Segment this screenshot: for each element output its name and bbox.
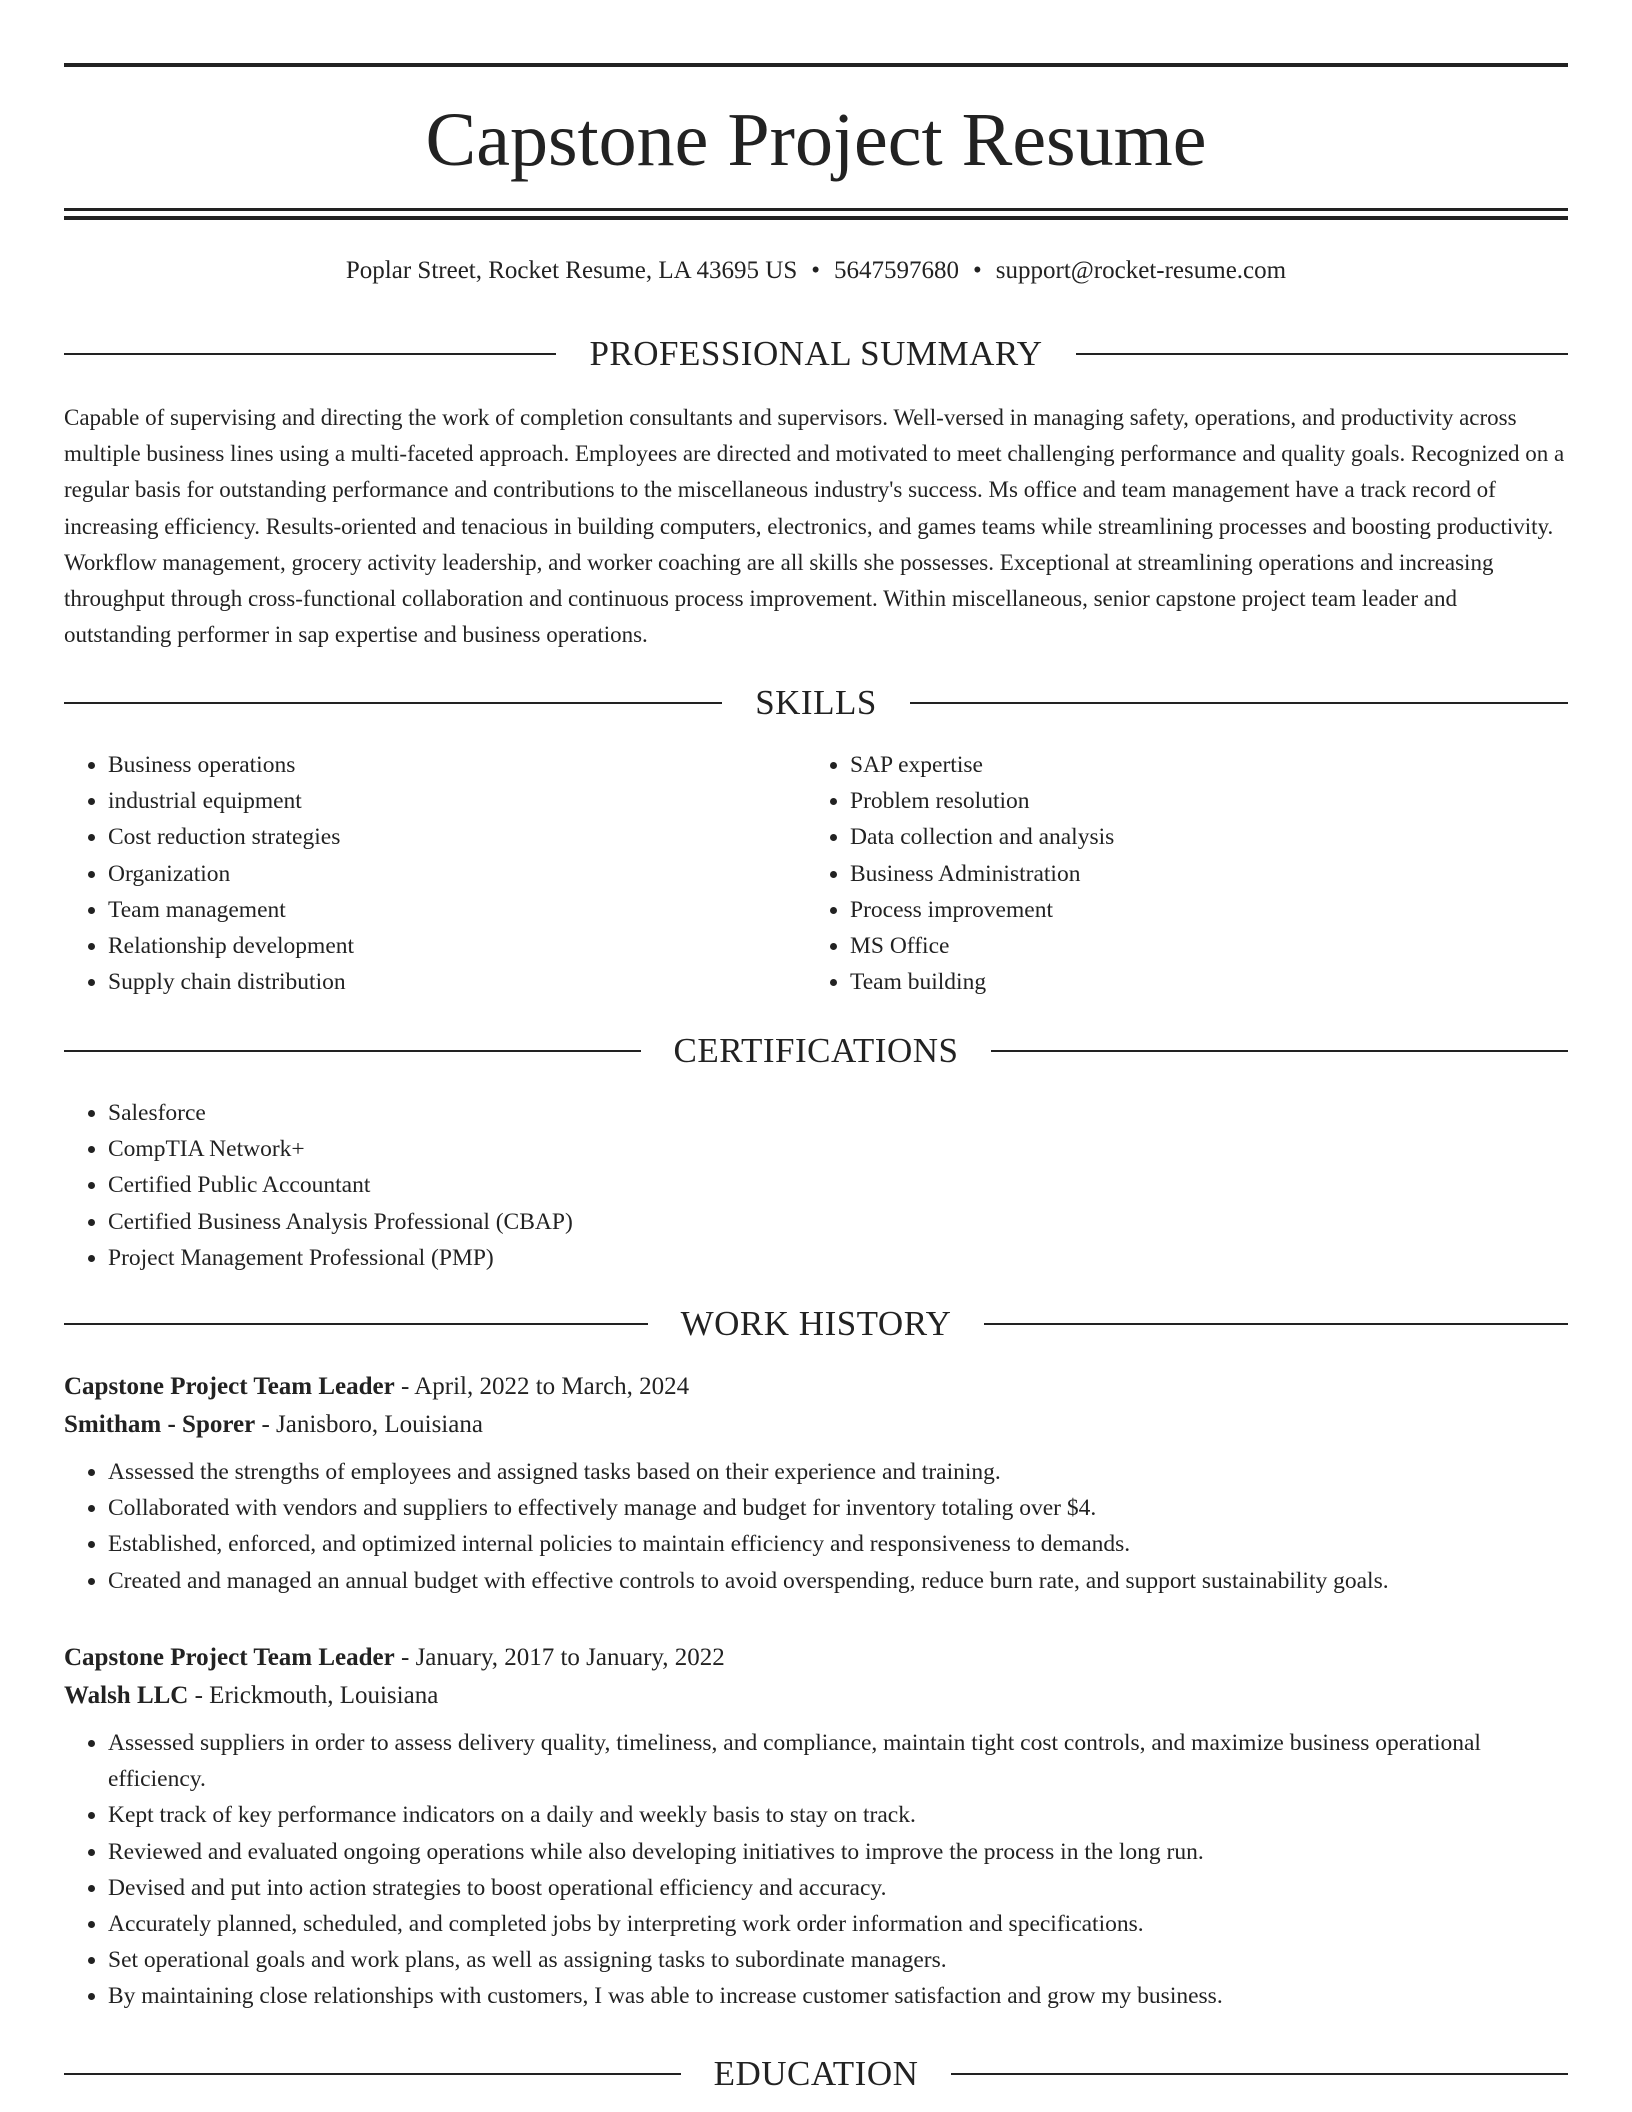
list-item: • Devised and put into action strategies to boost operational efficiency and accuracy. — [108, 1870, 1568, 1906]
summary-paragraph: Capable of supervising and directing the work of completion consultants and supervisors. Well-versed in managing safety, operations, and productivity across multiple business lines using a multi-faceted approach. Employees are directed and motivated to meet challenging performance and quality goals. Recognized on a regular basis for outstanding performance and contributions to the miscellaneous industry's success. Ms office and team management have a track record of increasing efficiency. Results-oriented and tenacious in building computers, electronics, and games teams while streamlining processes and boosting productivity. Workflow management, grocery activity leadership, and worker coaching are all skills she possesses. Exceptional at streamlining operations and increasing throughput through cross-functional collaboration and continuous process improvement. Within miscellaneous, senior capstone project team leader and outstanding performer in sap expertise and business operations. — [64, 405, 1565, 648]
certifications-block — [64, 1095, 1568, 1276]
top-rule — [64, 63, 1568, 67]
heading-rule — [991, 1050, 1568, 1052]
list-item: • Data collection and analysis — [850, 819, 1566, 855]
list-item: • Process improvement — [850, 892, 1566, 928]
heading-rule — [951, 2073, 1568, 2075]
heading-rule — [64, 1323, 648, 1325]
heading-rule — [64, 702, 722, 704]
job-entry — [64, 1639, 1568, 2015]
job-bullets — [64, 1725, 1568, 2015]
list-item: • Accurately planned, scheduled, and completed jobs by interpreting work order information and specifications. — [108, 1906, 1568, 1942]
job-dates: - January, 2017 to January, 2022 — [394, 1644, 725, 1671]
list-item: • Collaborated with vendors and suppliers to effectively manage and budget for inventory totaling over $4. — [108, 1490, 1568, 1526]
list-item: • By maintaining close relationships with customers, I was able to increase customer satisfaction and grow my business. — [108, 1978, 1568, 2014]
list-item: • CompTIA Network+ — [108, 1131, 1568, 1167]
heading-rule — [64, 353, 556, 355]
job-entry — [64, 1368, 1568, 1599]
contact-address: Poplar Street, Rocket Resume, LA 43695 US — [345, 257, 798, 284]
section-title: SKILLS — [755, 683, 877, 722]
job-dates: - April, 2022 to March, 2024 — [394, 1373, 690, 1400]
skills-list-right — [806, 747, 1566, 1000]
job-role-line — [64, 1368, 1568, 1406]
section-heading-education — [64, 2052, 1568, 2096]
job-location: - Janisboro, Louisiana — [255, 1411, 483, 1438]
section-title: PROFESSIONAL SUMMARY — [589, 334, 1043, 373]
list-item: • Team management — [108, 892, 764, 928]
heading-rule — [64, 2073, 681, 2075]
list-item: • Supply chain distribution — [108, 964, 764, 1000]
list-item: • Certified Public Accountant — [108, 1167, 1568, 1203]
section-heading-work-history — [64, 1302, 1568, 1346]
list-item: • Set operational goals and work plans, as well as assigning tasks to subordinate managers. — [108, 1942, 1568, 1978]
list-item: • Kept track of key performance indicators on a daily and weekly basis to stay on track. — [108, 1797, 1568, 1833]
contact-separator: • — [973, 257, 982, 284]
job-role-line — [64, 1639, 1568, 1677]
section-title: EDUCATION — [713, 2054, 919, 2093]
job-company-line — [64, 1406, 1568, 1444]
list-item: • industrial equipment — [108, 783, 764, 819]
list-item: • Problem resolution — [850, 783, 1566, 819]
list-item: • Established, enforced, and optimized internal policies to maintain efficiency and responsiveness to demands. — [108, 1526, 1568, 1562]
list-item: • SAP expertise — [850, 747, 1566, 783]
job-company: Smitham - Sporer — [64, 1411, 256, 1438]
list-item: • Relationship development — [108, 928, 764, 964]
heading-rule — [1076, 353, 1568, 355]
contact-phone: 5647597680 — [834, 257, 960, 284]
certifications-list — [64, 1095, 1568, 1276]
job-location: - Erickmouth, Louisiana — [188, 1682, 439, 1709]
job-company: Walsh LLC — [64, 1682, 189, 1709]
list-item: • Reviewed and evaluated ongoing operations while also developing initiatives to improve the process in the long run. — [108, 1834, 1568, 1870]
list-item: • Certified Business Analysis Professional (CBAP) — [108, 1204, 1568, 1240]
heading-rule — [64, 1050, 641, 1052]
contact-separator: • — [811, 257, 821, 284]
list-item: • Created and managed an annual budget with effective controls to avoid overspending, reduce burn rate, and support sustainability goals. — [108, 1563, 1568, 1599]
section-heading-certifications — [64, 1029, 1568, 1073]
list-item: • Cost reduction strategies — [108, 819, 764, 855]
job-bullets — [64, 1454, 1568, 1599]
list-item: • Team building — [850, 964, 1566, 1000]
list-item: • Business operations — [108, 747, 764, 783]
list-item: • Project Management Professional (PMP) — [108, 1240, 1568, 1276]
heading-rule — [910, 702, 1568, 704]
list-item: • Assessed suppliers in order to assess delivery quality, timeliness, and compliance, maintain tight cost controls, and maximize business operational efficiency. — [108, 1725, 1568, 1797]
contact-line — [64, 254, 1568, 288]
job-title: Capstone Project Team Leader — [64, 1644, 395, 1671]
section-heading-skills — [64, 681, 1568, 725]
skills-column-left — [64, 747, 764, 1000]
title-double-rule — [64, 208, 1568, 220]
list-item: • MS Office — [850, 928, 1566, 964]
heading-rule — [984, 1323, 1568, 1325]
job-company-line — [64, 1677, 1568, 1715]
skills-column-right — [806, 747, 1566, 1000]
list-item: • Assessed the strengths of employees and assigned tasks based on their experience and training. — [108, 1454, 1568, 1490]
list-item: • Business Administration — [850, 856, 1566, 892]
section-title: WORK HISTORY — [680, 1304, 952, 1343]
skills-list-left — [64, 747, 764, 1000]
list-item: • Organization — [108, 856, 764, 892]
contact-email: support@rocket-resume.com — [995, 257, 1287, 284]
list-item: • Salesforce — [108, 1095, 1568, 1131]
section-heading-summary — [64, 332, 1568, 376]
resume-title: Capstone Project Resume — [425, 98, 1207, 182]
section-title: CERTIFICATIONS — [673, 1031, 959, 1070]
job-title: Capstone Project Team Leader — [64, 1373, 395, 1400]
